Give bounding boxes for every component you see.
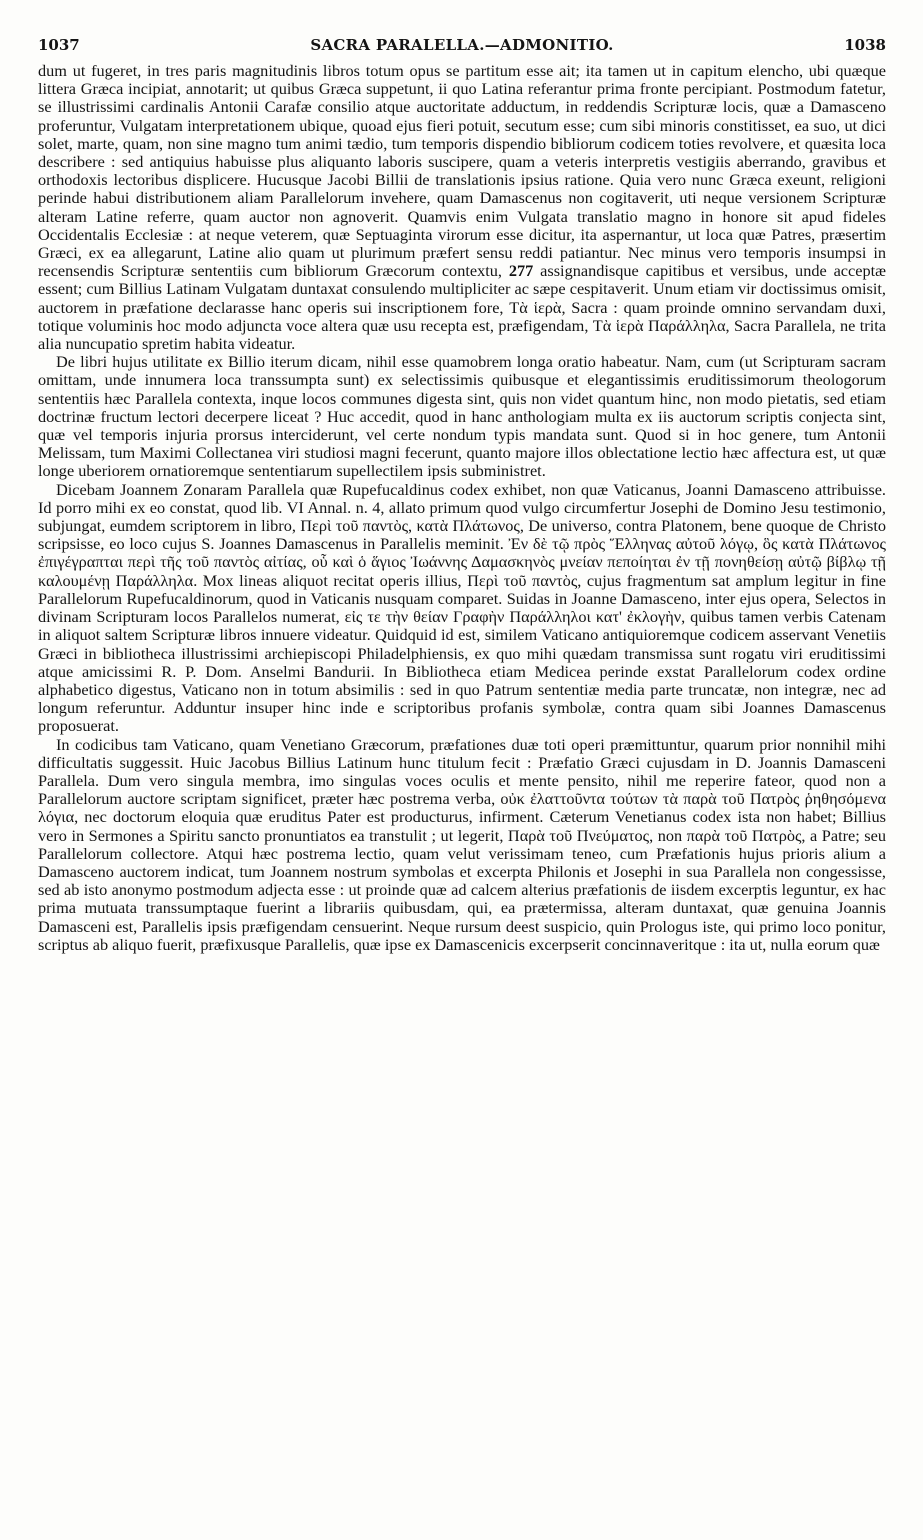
paragraph — [38, 62, 886, 353]
page-number-left: 1037 — [38, 36, 80, 54]
paragraph-text: dum ut fugeret, in tres paris magnitudinis libros totum opus se partitum esse ait; ita tamen ut in capitum elencho, ubi quæque littera Græca incipiat, annotarit; ut quibus Græca suppetunt, ii quo Latina referantur prima fronte percipiant. Postmodum fatetur, se illustrissimi cardinalis Antonii Carafæ consilio atque auctoritate adductum, in reddendis Scripturæ locis, quæ a Damasceno proferuntur, Vulgatam interpretationem ubique, quoad ejus fieri potuit, secutum esse; cum sibi minoris constitisset, ea suo, ut dici solet, marte, quam, non sine magno tum animi tædio, tum temporis dispendio bibliorum codicem toties revolvere, et quæsita loca describere : sed antiquius habuisse plus aliquanto laboris suscipere, quam a veteris interpretis vestigiis aberrando, gravibus et orthodoxis lectoribus displicere. Hucusque Jacobi Billii de translationis ipsius ratione. Quia vero nunc Græca exeunt, religioni perinde habui distributionem aliam Parallelorum invehere, quam Damascenus non cogitaverit, uti neque versionem Scripturæ alteram Latine referre, quam auctor non agnoverit. Quamvis enim Vulgata translatio magno in honore sit apud fideles Occidentalis Ecclesiæ : at neque veterem, quæ Septuaginta virorum esse dicitur, ita aspernantur, ut loca quæ Patres, præsertim Græci, ex ea allegarunt, Latine alio quam ut plurimum præfert sensu reddi patiantur. Nec minus vero temporis insumpsi in recensendis Scripturæ sententiis cum bibliorum Græcorum contextu, — [38, 61, 886, 281]
paragraph-text-cont: assignandisque capitibus et versibus, unde acceptæ essent; cum Billius Latinam Vulgatam duntaxat consulendo multipliciter ac sæpe cespitaverit. Unum etiam vir doctissimus omisit, auctorem in præfatione declarasse hanc operis sui inscriptionem fore, Τὰ ἱερὰ, Sacra : quam proinde omnino servandam duxi, totique voluminis hoc modo adjuncta voce altera quæ usu recepta est, præfigendam, Τὰ ἱερὰ Παράλληλα, Sacra Parallela, ne trita alia nuncupatio spretim habita videatur. — [38, 261, 886, 354]
running-title: SACRA PARALELLA.—ADMONITIO. — [310, 36, 614, 54]
paragraph: In codicibus tam Vaticano, quam Venetiano Græcorum, præfationes duæ toti operi præmittuntur, quarum prior nonnihil mihi difficultatis suggessit. Huic Jacobus Billius Latinum hunc titulum fecit : Præfatio Græci cujusdam in D. Joannis Damasceni Parallela. Dum vero singula membra, imo singulas voces oculis et mente pensito, nihil me reperire fateor, quod non a Parallelorum auctore scriptam significet, præter hæc postrema verba, οὐκ ἐλαττοῦντα τούτων τὰ παρὰ τοῦ Πατρὸς ῥηθησόμενα λόγια, nec doctorum eloquia quæ eruditus Pater est producturus, infirment. Cæterum Venetianus codex ista non habet; Billius vero in Sermones a Spiritu sancto pronuntiatos ea transtulit ; ut legerit, Παρὰ τοῦ Πνεύματος, non παρὰ τοῦ Πατρὸς, a Patre; seu Parallelorum collectore. Atqui hæc postrema lectio, quam velut verissimam teneo, cum Præfationis hujus prioris alium a Damasceno auctorem indicat, tum Joannem nostrum symbolas et excerpta Philonis et Josephi in sua Parallela non congessisse, sed ab isto anonymo postmodum adjecta esse : ut proinde quæ ad calcem alterius præfationis de iisdem excerptis leguntur, ex hac prima mutuata transsumptaque fuerint a librariis quibusdam, qui, ea prætermissa, alteram duntaxat, quæ genuina Joannis Damasceni est, Parallelis ipsis præfigendam censuerint. Neque rursum deest suspicio, quin Prologus iste, qui primo loco ponitur, scriptus ab aliquo fuerit, præfixusque Parallelis, quæ ipse ex Damascenicis excerpserit concinnaveritque : ita ut, nulla eorum quæ — [38, 734, 886, 954]
page-header — [38, 36, 886, 58]
paragraph: De libri hujus utilitate ex Billio iterum dicam, nihil esse quamobrem longa oratio habeatur. Nam, cum (ut Scripturam sacram omittam, unde innumera loca transsumpta sunt) ex selectissimis quibusque et elegantissimis eruditissimorum theologorum sententiis hæc Parallela contexta, inque locos communes digesta sint, quis non videt quantum hinc, non modo pietatis, sed etiam doctrinæ fructum lectori decerpere liceat ? Huc accedit, quod in hanc anthologiam multa ex iis auctorum scriptis conjecta sint, quæ vel temporis injuria prorsus interciderunt, vel certe nondum typis mandata sunt. Quod si in hoc genere, tum Antonii Melissam, tum Maximi Collectanea viri studiosi magni fecerunt, quanto majore illos oblectatione lectio hæc affectura est, ut quæ longe uberiorem ornatioremque sententiarum supellectilem ipsis subministret. — [38, 352, 886, 481]
page-number-right: 1038 — [844, 36, 886, 54]
body-text — [38, 62, 886, 1532]
paragraph: Dicebam Joannem Zonaram Parallela quæ Rupefucaldinus codex exhibet, non quæ Vaticanus, Joanni Damasceno attribuisse. Id porro mihi ex eo constat, quod lib. VI Annal. n. 4, allato primum quod vulgo circumfertur Josephi de Domino Jesu testimonio, subjungat, eumdem scriptorem in libro, Περὶ τοῦ παντὸς, κατὰ Πλάτωνος, De universo, contra Platonem, bene quoque de Christo scripsisse, eo loco cujus S. Joannes Damascenus in Parallelis meminit. Ἐν δὲ τῷ πρὸς Ἕλληνας αὐτοῦ λόγῳ, ὃς κατὰ Πλάτωνος ἐπιγέγραπται περὶ τῆς τοῦ παντὸς αἰτίας, οὗ καὶ ὁ ἅγιος Ἰωάννης Δαμασκηνὸς μνείαν πεποίηται ἐν τῇ πονηθείσῃ αὐτῷ βίβλῳ τῇ καλουμένῃ Παράλληλα. Mox lineas aliquot recitat operis illius, Περὶ τοῦ παντὸς, cujus fragmentum sat amplum legitur in fine Parallelorum Rupefucaldinorum, quod in Vaticanis nusquam comparet. Suidas in Joanne Damasceno, inter ejus opera, Selectos in divinam Scripturam locos Parallelos numerat, εἰς τε τὴν θείαν Γραφὴν Παράλληλοι κατ' ἐκλογὴν, quibus tamen verbis Catenam in aliquot saltem Scripturæ libros innuere videatur. Quidquid id est, similem Vaticano antiquioremque codicem asservant Venetiis Græci in bibliotheca illustrissimi archiepiscopi Philadelphiensis, ex quo mihi quædam transmissa sunt rogatu viri eruditissimi atque amicissimi R. P. Dom. Anselmi Bandurii. In Bibliotheca etiam Medicea perinde exstat Parallelorum codex ordine alphabetico digestus, Vaticano non in totum absimilis : sed in quo Patrum sententiæ media parte truncatæ, non integræ, nec ad longum referuntur. Adduntur insuper hinc inde e scriptoribus profanis symbolæ, contra quam sibi Joannes Damascenus proposuerat. — [38, 479, 886, 736]
column-marker: 277 — [508, 261, 534, 281]
